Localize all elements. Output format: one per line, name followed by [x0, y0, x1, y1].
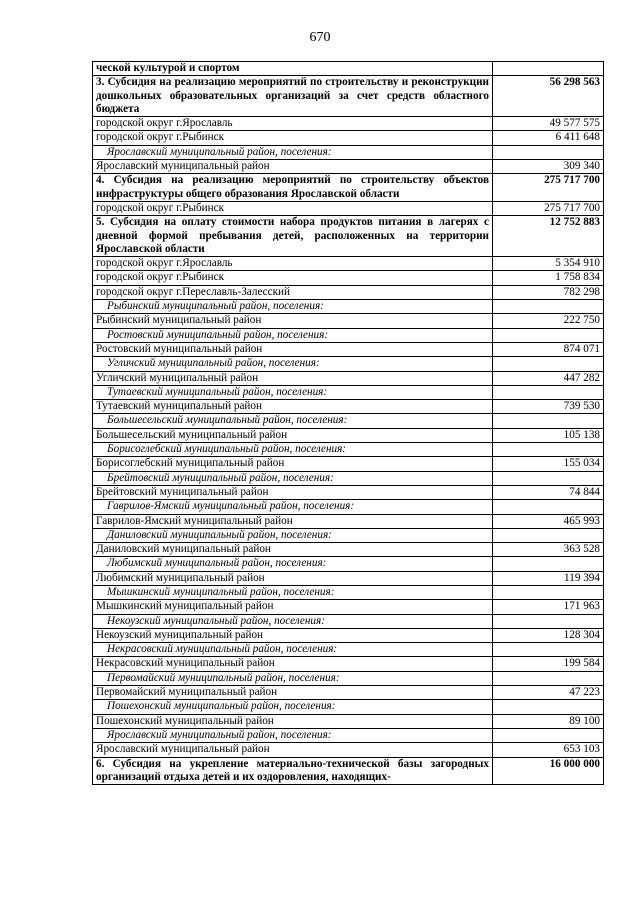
district-group-row	[93, 557, 604, 571]
district-group-row	[93, 328, 604, 342]
row-amount	[493, 557, 604, 571]
row-name: городской округ г.Ярославль	[93, 117, 493, 131]
district-group-row	[93, 728, 604, 742]
subsidy-header-row	[93, 174, 604, 202]
row-name: Борисоглебский муниципальный район	[93, 457, 493, 471]
row-name: Любимский муниципальный район, поселения:	[93, 557, 493, 571]
table-row	[93, 600, 604, 614]
row-name: городской округ г.Переславль-Залесский	[93, 285, 493, 299]
table-row	[93, 271, 604, 285]
table-row	[93, 371, 604, 385]
row-amount	[493, 300, 604, 314]
row-amount	[493, 643, 604, 657]
row-name: Некрасовский муниципальный район, поселения:	[93, 643, 493, 657]
row-amount: 128 304	[493, 628, 604, 642]
row-name: Любимский муниципальный район	[93, 571, 493, 585]
row-amount	[493, 145, 604, 159]
table-row	[93, 628, 604, 642]
row-amount: 653 103	[493, 743, 604, 757]
row-amount: 782 298	[493, 285, 604, 299]
row-name: Брейтовский муниципальный район, поселения:	[93, 471, 493, 485]
district-group-row	[93, 585, 604, 599]
row-amount: 155 034	[493, 457, 604, 471]
row-amount	[493, 357, 604, 371]
row-amount: 222 750	[493, 314, 604, 328]
row-amount: 171 963	[493, 600, 604, 614]
row-amount	[493, 671, 604, 685]
district-group-row	[93, 357, 604, 371]
row-name: Большесельский муниципальный район, поселения:	[93, 414, 493, 428]
district-group-row	[93, 700, 604, 714]
table-row	[93, 514, 604, 528]
subsidy-header-row	[93, 76, 604, 117]
row-amount: 16 000 000	[493, 757, 604, 785]
table-row	[93, 285, 604, 299]
row-name: Даниловский муниципальный район, поселения:	[93, 528, 493, 542]
row-amount: 119 394	[493, 571, 604, 585]
row-name: Даниловский муниципальный район	[93, 543, 493, 557]
row-amount	[493, 728, 604, 742]
continuation-row	[93, 62, 604, 76]
district-group-row	[93, 145, 604, 159]
district-group-row	[93, 471, 604, 485]
row-name: 4. Субсидия на реализацию мероприятий по строительству объектов инфраструктуры общего образования Ярославской области	[93, 174, 493, 202]
row-amount: 56 298 563	[493, 76, 604, 117]
row-amount: 309 340	[493, 160, 604, 174]
table-row	[93, 657, 604, 671]
table-row	[93, 342, 604, 356]
subsidy-table	[92, 61, 604, 785]
row-name: Мышкинский муниципальный район	[93, 600, 493, 614]
table-row	[93, 571, 604, 585]
district-group-row	[93, 300, 604, 314]
row-amount: 447 282	[493, 371, 604, 385]
row-amount	[493, 500, 604, 514]
row-name: городской округ г.Рыбинск	[93, 201, 493, 215]
row-name: 3. Субсидия на реализацию мероприятий по строительству и реконструкции дошкольных образовательных организаций за счет средств областного бюджета	[93, 76, 493, 117]
row-name: Первомайский муниципальный район, поселения:	[93, 671, 493, 685]
row-amount: 1 758 834	[493, 271, 604, 285]
table-row	[93, 743, 604, 757]
table-row	[93, 201, 604, 215]
table-row	[93, 257, 604, 271]
row-amount	[493, 614, 604, 628]
row-name: городской округ г.Рыбинск	[93, 131, 493, 145]
row-name: 6. Субсидия на укрепление материально-технической базы загородных организаций отдыха детей и их оздоровления, находящих-	[93, 757, 493, 785]
row-amount: 6 411 648	[493, 131, 604, 145]
row-name: Ярославский муниципальный район, поселения:	[93, 728, 493, 742]
row-amount: 199 584	[493, 657, 604, 671]
row-name: Угличский муниципальный район	[93, 371, 493, 385]
row-amount	[493, 528, 604, 542]
table-row	[93, 400, 604, 414]
row-amount	[493, 700, 604, 714]
page-number: 670	[309, 30, 331, 45]
row-name: Гаврилов-Ямский муниципальный район	[93, 514, 493, 528]
row-name: Тутаевский муниципальный район, поселения:	[93, 385, 493, 399]
row-amount: 275 717 700	[493, 201, 604, 215]
row-name: Угличский муниципальный район, поселения:	[93, 357, 493, 371]
row-name: Ярославский муниципальный район	[93, 160, 493, 174]
table-row	[93, 131, 604, 145]
row-name: Некоузский муниципальный район, поселения:	[93, 614, 493, 628]
row-name: Ярославский муниципальный район	[93, 743, 493, 757]
row-name: Ростовский муниципальный район, поселения:	[93, 328, 493, 342]
row-name: Пошехонский муниципальный район	[93, 714, 493, 728]
row-name: Тутаевский муниципальный район	[93, 400, 493, 414]
row-name: Борисоглебский муниципальный район, поселения:	[93, 443, 493, 457]
subsidy-table-body	[93, 62, 604, 785]
district-group-row	[93, 643, 604, 657]
row-name: Брейтовский муниципальный район	[93, 485, 493, 499]
table-row	[93, 714, 604, 728]
row-name: Ростовский муниципальный район	[93, 342, 493, 356]
row-name: Первомайский муниципальный район	[93, 686, 493, 700]
district-group-row	[93, 500, 604, 514]
row-amount: 874 071	[493, 342, 604, 356]
row-amount: 465 993	[493, 514, 604, 528]
row-name: Большесельский муниципальный район	[93, 428, 493, 442]
row-name: Рыбинский муниципальный район, поселения:	[93, 300, 493, 314]
row-amount: 89 100	[493, 714, 604, 728]
table-row	[93, 543, 604, 557]
row-name: Ярославский муниципальный район, поселения:	[93, 145, 493, 159]
district-group-row	[93, 385, 604, 399]
table-row	[93, 428, 604, 442]
table-row	[93, 457, 604, 471]
row-amount: 12 752 883	[493, 216, 604, 257]
row-name: Некрасовский муниципальный район	[93, 657, 493, 671]
row-amount: 5 354 910	[493, 257, 604, 271]
row-amount	[493, 385, 604, 399]
row-name: Пошехонский муниципальный район, поселения:	[93, 700, 493, 714]
row-amount	[493, 414, 604, 428]
table-row	[93, 160, 604, 174]
row-amount: 49 577 575	[493, 117, 604, 131]
row-amount: 739 530	[493, 400, 604, 414]
row-name: Рыбинский муниципальный район	[93, 314, 493, 328]
row-name: Мышкинский муниципальный район, поселения:	[93, 585, 493, 599]
row-amount	[493, 443, 604, 457]
row-amount: 363 528	[493, 543, 604, 557]
row-name: ческой культурой и спортом	[93, 62, 493, 76]
row-amount	[493, 585, 604, 599]
district-group-row	[93, 614, 604, 628]
subsidy-header-row	[93, 216, 604, 257]
row-amount: 47 223	[493, 686, 604, 700]
district-group-row	[93, 443, 604, 457]
table-row	[93, 117, 604, 131]
table-row	[93, 686, 604, 700]
district-group-row	[93, 414, 604, 428]
row-amount	[493, 471, 604, 485]
district-group-row	[93, 671, 604, 685]
subsidy-header-row	[93, 757, 604, 785]
row-name: 5. Субсидия на оплату стоимости набора продуктов питания в лагерях с дневной формой пребывания детей, расположенных на территории Ярославской области	[93, 216, 493, 257]
row-amount: 275 717 700	[493, 174, 604, 202]
row-name: городской округ г.Ярославль	[93, 257, 493, 271]
table-row	[93, 314, 604, 328]
row-amount	[493, 328, 604, 342]
row-amount	[493, 62, 604, 76]
row-name: городской округ г.Рыбинск	[93, 271, 493, 285]
table-row	[93, 485, 604, 499]
row-name: Гаврилов-Ямский муниципальный район, поселения:	[93, 500, 493, 514]
district-group-row	[93, 528, 604, 542]
row-name: Некоузский муниципальный район	[93, 628, 493, 642]
row-amount: 74 844	[493, 485, 604, 499]
row-amount: 105 138	[493, 428, 604, 442]
